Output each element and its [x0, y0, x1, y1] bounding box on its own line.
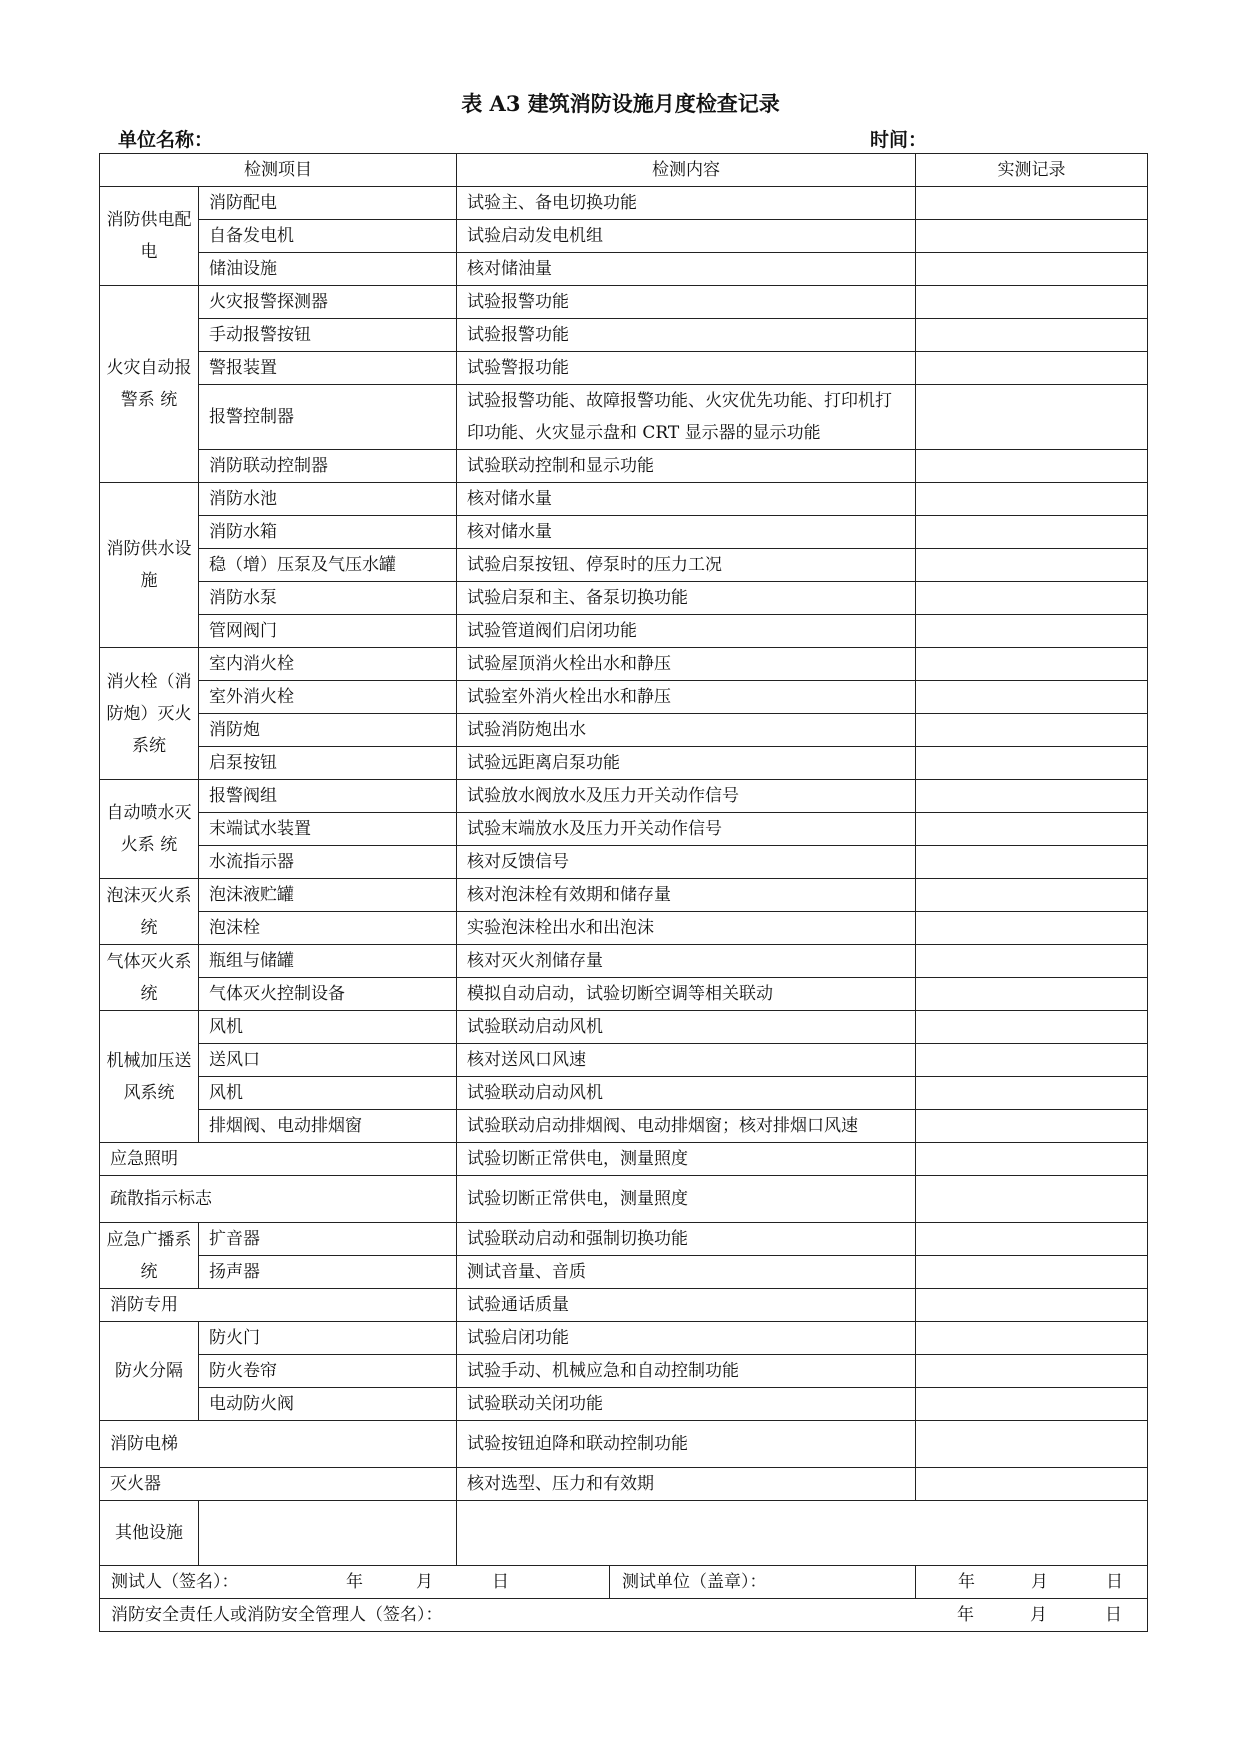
- row-content: 试验放水阀放水及压力开关动作信号: [457, 780, 916, 813]
- row-content: 核对灭火剂储存量: [457, 945, 916, 978]
- tester-month: 月: [416, 1572, 433, 1592]
- row-item: 送风口: [199, 1044, 457, 1077]
- row-content: 试验报警功能、故障报警功能、火灾优先功能、打印机打印功能、火灾显示盘和 CRT 显示器的显示功能: [457, 385, 916, 450]
- row-content: 试验主、备电切换功能: [457, 187, 916, 220]
- row-item: 消防水箱: [199, 516, 457, 549]
- header-record: 实测记录: [916, 154, 1148, 187]
- unit-day: 日: [1106, 1572, 1123, 1592]
- row-item: 灭火器: [100, 1468, 457, 1501]
- row-content: 试验启动发电机组: [457, 220, 916, 253]
- record-cell[interactable]: [916, 220, 1148, 253]
- table-row: [100, 352, 1148, 385]
- row-item: 泡沫液贮罐: [199, 879, 457, 912]
- row-item: 末端试水装置: [199, 813, 457, 846]
- row-item: 疏散指示标志: [100, 1176, 457, 1223]
- table-row: [100, 1110, 1148, 1143]
- table-row: [100, 1176, 1148, 1223]
- row-content: 测试音量、音质: [457, 1256, 916, 1289]
- record-cell[interactable]: [916, 978, 1148, 1011]
- header-item: 检测项目: [100, 154, 457, 187]
- record-cell[interactable]: [916, 681, 1148, 714]
- table-header-row: [100, 154, 1148, 187]
- row-item: 报警控制器: [199, 385, 457, 450]
- responsible-signature-cell[interactable]: [100, 1599, 1148, 1632]
- record-cell[interactable]: [916, 582, 1148, 615]
- row-content: 核对储水量: [457, 516, 916, 549]
- row-item: 消防水池: [199, 483, 457, 516]
- table-row: [100, 549, 1148, 582]
- record-cell[interactable]: [916, 319, 1148, 352]
- other-item-cell[interactable]: [199, 1501, 457, 1566]
- row-item: 气体灭火控制设备: [199, 978, 457, 1011]
- row-item: 风机: [199, 1077, 457, 1110]
- responsible-month: 月: [1030, 1605, 1047, 1625]
- table-row: [100, 879, 1148, 912]
- row-content: 试验切断正常供电，测量照度: [457, 1176, 916, 1223]
- table-row: [100, 747, 1148, 780]
- record-cell[interactable]: [916, 1077, 1148, 1110]
- table-row: [100, 483, 1148, 516]
- record-cell[interactable]: [916, 1322, 1148, 1355]
- row-content: 试验启闭功能: [457, 1322, 916, 1355]
- row-content: 实验泡沫栓出水和出泡沫: [457, 912, 916, 945]
- row-item: 储油设施: [199, 253, 457, 286]
- responsible-day: 日: [1105, 1605, 1122, 1625]
- row-content: 模拟自动启动，试验切断空调等相关联动: [457, 978, 916, 1011]
- row-content: 试验启泵按钮、停泵时的压力工况: [457, 549, 916, 582]
- row-item: 瓶组与储罐: [199, 945, 457, 978]
- record-cell[interactable]: [916, 1388, 1148, 1421]
- row-content: 试验远距离启泵功能: [457, 747, 916, 780]
- row-item: 火灾报警探测器: [199, 286, 457, 319]
- group-power: 消防供电配电: [100, 187, 199, 286]
- row-content: 试验管道阀们启闭功能: [457, 615, 916, 648]
- row-item: 警报装置: [199, 352, 457, 385]
- row-content: 试验联动控制和显示功能: [457, 450, 916, 483]
- row-item: 稳（增）压泵及气压水罐: [199, 549, 457, 582]
- unit-year: 年: [958, 1572, 975, 1592]
- row-content: 试验消防炮出水: [457, 714, 916, 747]
- row-content: 核对选型、压力和有效期: [457, 1468, 916, 1501]
- table-row: [100, 187, 1148, 220]
- row-item: 手动报警按钮: [199, 319, 457, 352]
- record-cell[interactable]: [916, 747, 1148, 780]
- row-item: 消防水泵: [199, 582, 457, 615]
- record-cell[interactable]: [916, 1110, 1148, 1143]
- table-row: [100, 1256, 1148, 1289]
- row-item: 扩音器: [199, 1223, 457, 1256]
- row-item: 泡沫栓: [199, 912, 457, 945]
- responsible-year: 年: [957, 1605, 974, 1625]
- table-row: [100, 1011, 1148, 1044]
- table-row: [100, 714, 1148, 747]
- table-row: [100, 1421, 1148, 1468]
- group-other: 其他设施: [100, 1501, 199, 1566]
- record-cell[interactable]: [916, 385, 1148, 450]
- row-content: 试验报警功能: [457, 319, 916, 352]
- record-cell[interactable]: [916, 516, 1148, 549]
- row-item: 报警阀组: [199, 780, 457, 813]
- row-item: 消防配电: [199, 187, 457, 220]
- test-unit-label: 测试单位（盖章）：: [622, 1572, 767, 1592]
- table-row: [100, 813, 1148, 846]
- group-alarm: 火灾自动报警系 统: [100, 286, 199, 483]
- header-content: 检测内容: [457, 154, 916, 187]
- record-cell[interactable]: [916, 1223, 1148, 1256]
- row-content: 试验屋顶消火栓出水和静压: [457, 648, 916, 681]
- table-row: [100, 1322, 1148, 1355]
- row-content: 核对送风口风速: [457, 1044, 916, 1077]
- table-row: [100, 1289, 1148, 1322]
- table-row: [100, 1388, 1148, 1421]
- record-cell[interactable]: [916, 286, 1148, 319]
- record-cell[interactable]: [916, 1256, 1148, 1289]
- unit-name-label: 单位名称：: [118, 129, 214, 151]
- record-cell[interactable]: [916, 912, 1148, 945]
- table-row: [100, 450, 1148, 483]
- row-content: 核对反馈信号: [457, 846, 916, 879]
- group-fire-separation: 防火分隔: [100, 1322, 199, 1421]
- row-item: 扬声器: [199, 1256, 457, 1289]
- test-unit-date-cell[interactable]: [916, 1566, 1148, 1599]
- row-content: 试验警报功能: [457, 352, 916, 385]
- row-item: 应急照明: [100, 1143, 457, 1176]
- record-cell[interactable]: [916, 714, 1148, 747]
- row-item: 室外消火栓: [199, 681, 457, 714]
- record-cell[interactable]: [916, 1355, 1148, 1388]
- row-item: 消防专用: [100, 1289, 457, 1322]
- row-item: 消防电梯: [100, 1421, 457, 1468]
- table-row: [100, 1468, 1148, 1501]
- row-item: 消防联动控制器: [199, 450, 457, 483]
- row-content: 试验联动启动风机: [457, 1077, 916, 1110]
- record-cell[interactable]: [916, 187, 1148, 220]
- record-cell[interactable]: [916, 450, 1148, 483]
- row-content: 试验联动启动和强制切换功能: [457, 1223, 916, 1256]
- record-cell[interactable]: [916, 615, 1148, 648]
- record-cell[interactable]: [916, 648, 1148, 681]
- row-item: 风机: [199, 1011, 457, 1044]
- row-item: 电动防火阀: [199, 1388, 457, 1421]
- tester-label: 测试人（签名）：: [111, 1572, 239, 1592]
- row-content: 试验报警功能: [457, 286, 916, 319]
- table-row: [100, 319, 1148, 352]
- record-cell[interactable]: [916, 1421, 1148, 1468]
- table-row: [100, 846, 1148, 879]
- other-content-cell[interactable]: [457, 1501, 1148, 1566]
- record-cell[interactable]: [916, 253, 1148, 286]
- row-item: 水流指示器: [199, 846, 457, 879]
- record-cell[interactable]: [916, 352, 1148, 385]
- row-item: 消防炮: [199, 714, 457, 747]
- record-cell[interactable]: [916, 1289, 1148, 1322]
- responsible-label: 消防安全责任人或消防安全管理人（签名）：: [111, 1605, 443, 1625]
- row-item: 排烟阀、电动排烟窗: [199, 1110, 457, 1143]
- table-row: [100, 385, 1148, 450]
- row-content: 试验按钮迫降和联动控制功能: [457, 1421, 916, 1468]
- record-cell[interactable]: [916, 780, 1148, 813]
- table-row: [100, 978, 1148, 1011]
- table-row: [100, 1501, 1148, 1566]
- row-content: 核对储水量: [457, 483, 916, 516]
- row-content: 试验室外消火栓出水和静压: [457, 681, 916, 714]
- row-item: 室内消火栓: [199, 648, 457, 681]
- record-cell[interactable]: [916, 1176, 1148, 1223]
- group-hydrant: 消火栓（消防炮）灭火系统: [100, 648, 199, 780]
- row-item: 防火门: [199, 1322, 457, 1355]
- page-title: 表 A3 建筑消防设施月度检查记录: [461, 91, 780, 116]
- tester-year: 年: [346, 1572, 363, 1592]
- table-row: [100, 1077, 1148, 1110]
- inspection-table: [99, 153, 1148, 1632]
- row-content: 试验切断正常供电，测量照度: [457, 1143, 916, 1176]
- group-broadcast: 应急广播系统: [100, 1223, 199, 1289]
- record-cell[interactable]: [916, 1044, 1148, 1077]
- signature-row: [100, 1566, 1148, 1599]
- table-row: [100, 582, 1148, 615]
- row-item: 防火卷帘: [199, 1355, 457, 1388]
- table-row: [100, 1355, 1148, 1388]
- table-row: [100, 253, 1148, 286]
- group-foam: 泡沫灭火系统: [100, 879, 199, 945]
- group-smoke: 机械加压送风系统: [100, 1011, 199, 1143]
- row-content: 核对储油量: [457, 253, 916, 286]
- row-content: 试验联动启动风机: [457, 1011, 916, 1044]
- record-cell[interactable]: [916, 549, 1148, 582]
- table-row: [100, 1143, 1148, 1176]
- record-cell[interactable]: [916, 879, 1148, 912]
- table-row: [100, 1044, 1148, 1077]
- record-cell[interactable]: [916, 1143, 1148, 1176]
- table-row: [100, 220, 1148, 253]
- tester-day: 日: [492, 1572, 509, 1592]
- record-cell[interactable]: [916, 846, 1148, 879]
- record-cell[interactable]: [916, 1468, 1148, 1501]
- record-cell[interactable]: [916, 945, 1148, 978]
- group-sprinkler: 自动喷水灭火系 统: [100, 780, 199, 879]
- row-content: 试验启泵和主、备泵切换功能: [457, 582, 916, 615]
- table-row: [100, 516, 1148, 549]
- row-item: 启泵按钮: [199, 747, 457, 780]
- table-row: [100, 681, 1148, 714]
- table-row: [100, 780, 1148, 813]
- row-content: 试验手动、机械应急和自动控制功能: [457, 1355, 916, 1388]
- record-cell[interactable]: [916, 813, 1148, 846]
- time-label: 时间：: [870, 129, 928, 151]
- unit-month: 月: [1031, 1572, 1048, 1592]
- table-row: [100, 615, 1148, 648]
- row-content: 试验通话质量: [457, 1289, 916, 1322]
- row-content: 试验末端放水及压力开关动作信号: [457, 813, 916, 846]
- table-row: [100, 1223, 1148, 1256]
- row-content: 核对泡沫栓有效期和储存量: [457, 879, 916, 912]
- signature-row: [100, 1599, 1148, 1632]
- table-row: [100, 912, 1148, 945]
- row-item: 自备发电机: [199, 220, 457, 253]
- table-row: [100, 286, 1148, 319]
- row-item: 管网阀门: [199, 615, 457, 648]
- record-cell[interactable]: [916, 1011, 1148, 1044]
- row-content: 试验联动启动排烟阀、电动排烟窗；核对排烟口风速: [457, 1110, 916, 1143]
- group-water: 消防供水设施: [100, 483, 199, 648]
- tester-signature-cell[interactable]: [100, 1566, 916, 1599]
- table-row: [100, 648, 1148, 681]
- row-content: 试验联动关闭功能: [457, 1388, 916, 1421]
- group-gas: 气体灭火系统: [100, 945, 199, 1011]
- record-cell[interactable]: [916, 483, 1148, 516]
- table-row: [100, 945, 1148, 978]
